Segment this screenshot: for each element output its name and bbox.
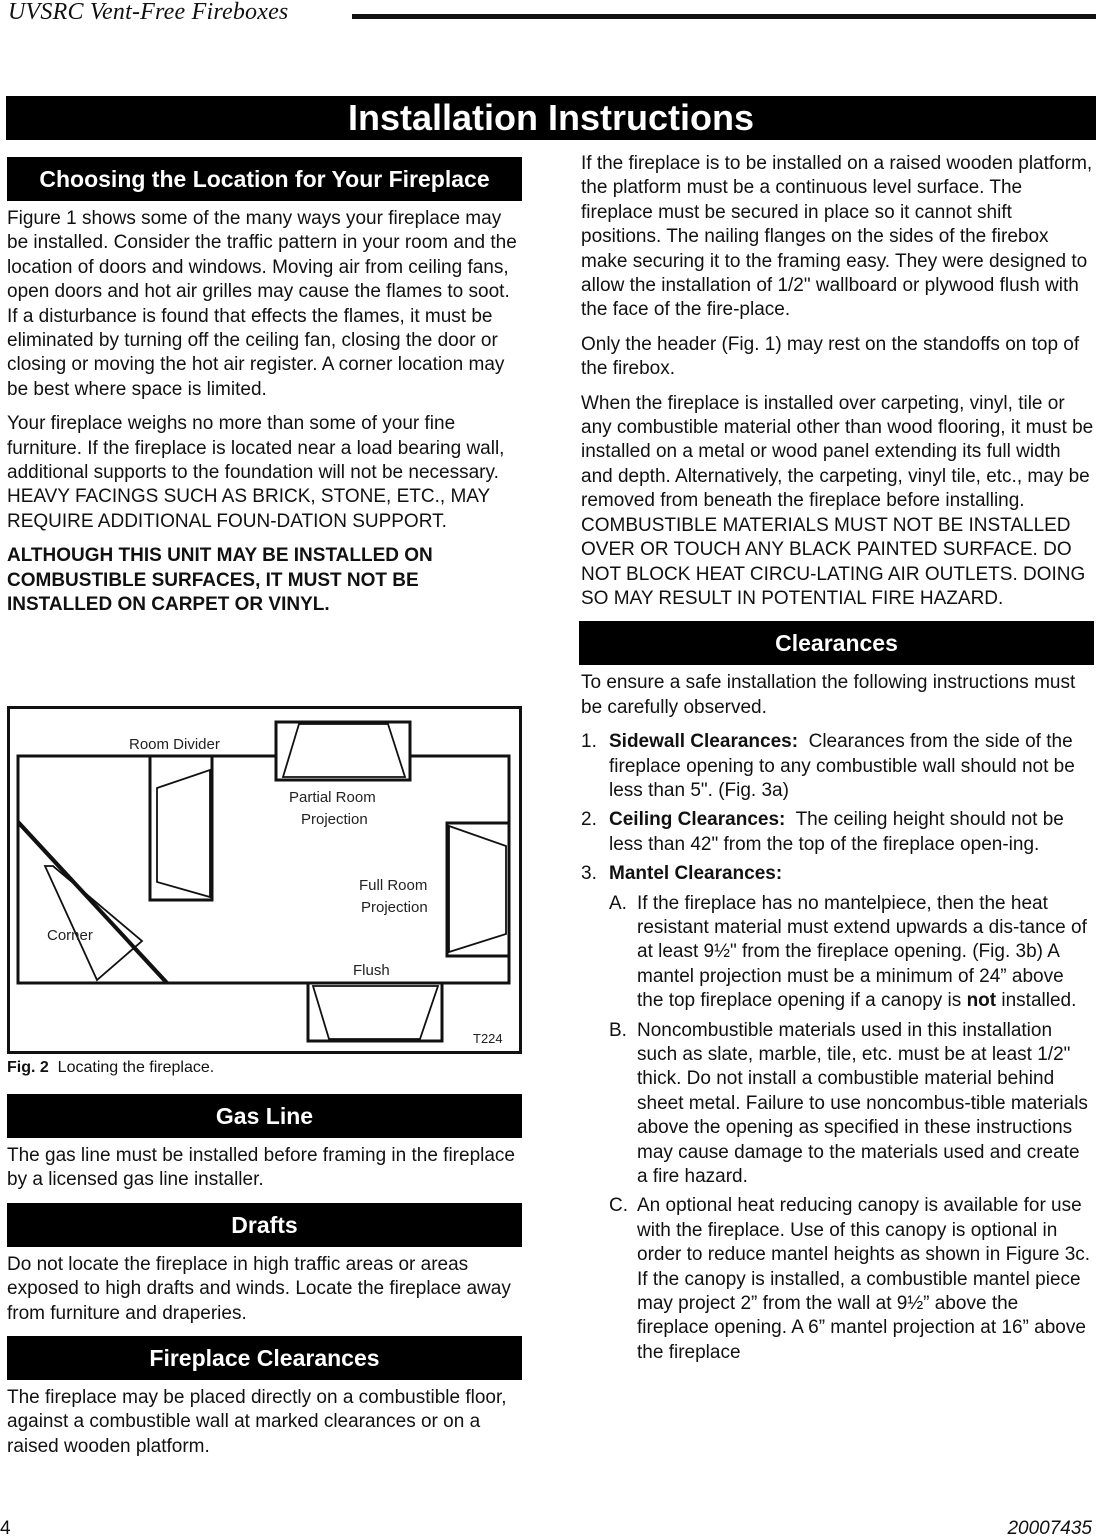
left-column-top [7, 157, 522, 628]
label-corner: Corner [47, 927, 93, 944]
mantel-sublist [609, 892, 1094, 1366]
carpeting-paragraph: When the fireplace is installed over carpeting, vinyl, tile or any combustible material other than wood flooring, it must be installed on a metal or wood panel extending its full width and depth. Alternatively, the carpeting, vinyl tile, etc., may be removed from beneath the fireplace before installing. COMBUSTIBLE MATERIALS MUST NOT BE INSTALLED OVER OR TOUCH ANY BLACK PAINTED SURFACE. DO NOT BLOCK HEAT CIRCU-LATING AIR OUTLETS. DOING SO MAY RESULT IN POTENTIAL FIRE HAZARD. [581, 392, 1094, 609]
corner-firebox [45, 866, 142, 980]
fireplace-clearances-text: The fireplace may be placed directly on a combustible floor, against a combustible wall at marked clearances or on a raised wooden platform. [7, 1387, 507, 1457]
page-number: 4 [0, 1518, 11, 1539]
clearances-list [581, 730, 1094, 1365]
label-code: T224 [473, 1031, 503, 1046]
drafts-text: Do not locate the fireplace in high traffic areas or areas exposed to high drafts and winds. Locate the fireplace away from furniture and draperies. [7, 1253, 511, 1324]
gas-line-text: The gas line must be installed before framing in the fireplace by a licensed gas line installer. [7, 1145, 515, 1191]
room-divider-unit [150, 756, 212, 900]
clearance-text: Clearances from the side of the fireplace opening to any combustible wall should not be less than 5". (Fig. 3a) [609, 731, 1075, 801]
location-paragraph-1: Figure 1 shows some of the many ways your fireplace may be installed. Consider the traffic pattern in your room and the location of doors and windows. Moving air from ceiling fans, open doors and hot air grilles may cause the flames to soot. If a disturbance is found that effects the flames, it must be eliminated by turning off the ceiling fan, closing the door or closing or moving the hot air register. A corner location may be best where space is limited. [7, 208, 517, 400]
label-flush: Flush [353, 962, 390, 979]
mantel-item-b: B. Noncombustible materials used in this installation such as slate, marble, tile, etc. must be at least 1/2" thick. Do not install a combustible material behind sheet metal. Failure to use noncombus-tible materials above the opening as specified in these instructions may cause damage to the materials used and create a fire hazard. [609, 1019, 1088, 1188]
label-partial-2: Projection [301, 811, 368, 828]
clearance-title: Sidewall Clearances: [609, 731, 799, 753]
location-heading: Choosing the Location for Your Fireplace [7, 157, 522, 201]
mantel-item-c: C. An optional heat reducing canopy is available for use with the fireplace. Use of this canopy is optional in order to reduce mantel heights as shown in Figure 3c. If the canopy is installed, a combustible mantel piece may project 2” from the wall at 9½” above the fireplace opening. A 6” mantel projection at 16” above the fireplace [609, 1195, 1091, 1363]
clearances-heading: Clearances [579, 621, 1094, 665]
clearance-item-ceiling: 2. Ceiling Clearances: The ceiling height should not be less than 42" from the top of the fireplace open-ing. [581, 809, 1064, 855]
left-column-bottom [7, 1094, 522, 1469]
clearance-title: Mantel Clearances: [609, 863, 783, 885]
header-paragraph: Only the header (Fig. 1) may rest on the standoffs on top of the firebox. [581, 333, 1080, 380]
section-banner: Installation Instructions [6, 96, 1096, 140]
label-full-2: Projection [361, 899, 428, 916]
drafts-heading: Drafts [7, 1203, 522, 1247]
platform-paragraph: If the fireplace is to be installed on a raised wooden platform, the platform must be a continuous level surface. The fireplace must be secured in place so it cannot shift positions. The nailing flanges on the sides of the firebox make securing it to the framing easy. They were designed to allow the installation of 1/2" wallboard or plywood flush with the face of the fire-place. [581, 153, 1093, 321]
label-full-1: Full Room [359, 877, 428, 894]
gas-line-heading: Gas Line [7, 1094, 522, 1138]
label-room-divider: Room Divider [129, 736, 220, 753]
location-paragraph-2: Your fireplace weighs no more than some of your fine furniture. If the fireplace is located near a load bearing wall, additional supports to the foundation will not be necessary. HEAVY FACINGS SUCH AS BRICK, STONE, ETC., MAY REQUIRE ADDITIONAL FOUN-DATION SUPPORT. [7, 413, 505, 532]
caption-text: Locating the fireplace. [57, 1059, 215, 1076]
document-number: 20007435 [1007, 1518, 1092, 1539]
clearance-item-sidewall: 1. Sidewall Clearances: Clearances from the side of the fireplace opening to any combustible wall should not be less than 5". (Fig. 3a) [581, 731, 1075, 801]
location-warning: ALTHOUGH THIS UNIT MAY BE INSTALLED ON COMBUSTIBLE SURFACES, IT MUST NOT BE INSTALLED ON CARPET OR VINYL. [7, 545, 433, 616]
figure-frame [9, 708, 521, 1053]
fireplace-clearances-heading: Fireplace Clearances [7, 1336, 522, 1380]
fireplace-location-diagram [7, 706, 522, 1054]
clearances-intro: To ensure a safe installation the following instructions must be carefully observed. [581, 672, 1076, 718]
document-header-title: UVSRC Vent-Free Fireboxes [8, 0, 289, 25]
clearance-text: The ceiling height should not be less than 42" from the top of the fireplace open-ing. [609, 809, 1064, 855]
label-partial-1: Partial Room [289, 789, 376, 806]
header-rule [352, 14, 1096, 19]
clearance-item-mantel: 3. Mantel Clearances: A. If the fireplace has no mantelpiece, then the heat resistant material must extend upwards a dis-tance of at least 9½" from the fireplace opening. (Fig. 3b) A mantel projection must be a minimum of 24” above the top fireplace opening if a canopy is not installed. B. Noncombustible materials used in this installation such as slate, marble, tile, etc. must be at least 1/2" thick. Do not install a combustible material behind sheet metal. Failure to use noncombus-tible materials above the opening as specified in these instructions may cause damage to the materials used and create a fire hazard. C. An optional heat reducing canopy is available for use with the fireplace. Use of this canopy is optional in order to reduce mantel heights as shown in Figure 3c. If the canopy is installed, a combustible mantel piece may project 2” from the wall at 9½” above the fireplace opening. A 6” mantel projection at 16” above the fireplace [581, 862, 1094, 1365]
caption-label: Fig. 2 [7, 1059, 49, 1076]
mantel-item-a: A. If the fireplace has no mantelpiece, then the heat resistant material must extend upwards a dis-tance of at least 9½" from the fireplace opening. (Fig. 3b) A mantel projection must be a minimum of 24” above the top fireplace opening if a canopy is not installed. [609, 892, 1087, 1012]
clearance-title: Ceiling Clearances: [609, 809, 786, 831]
figure-caption [7, 1059, 214, 1077]
right-column [581, 152, 1094, 1370]
